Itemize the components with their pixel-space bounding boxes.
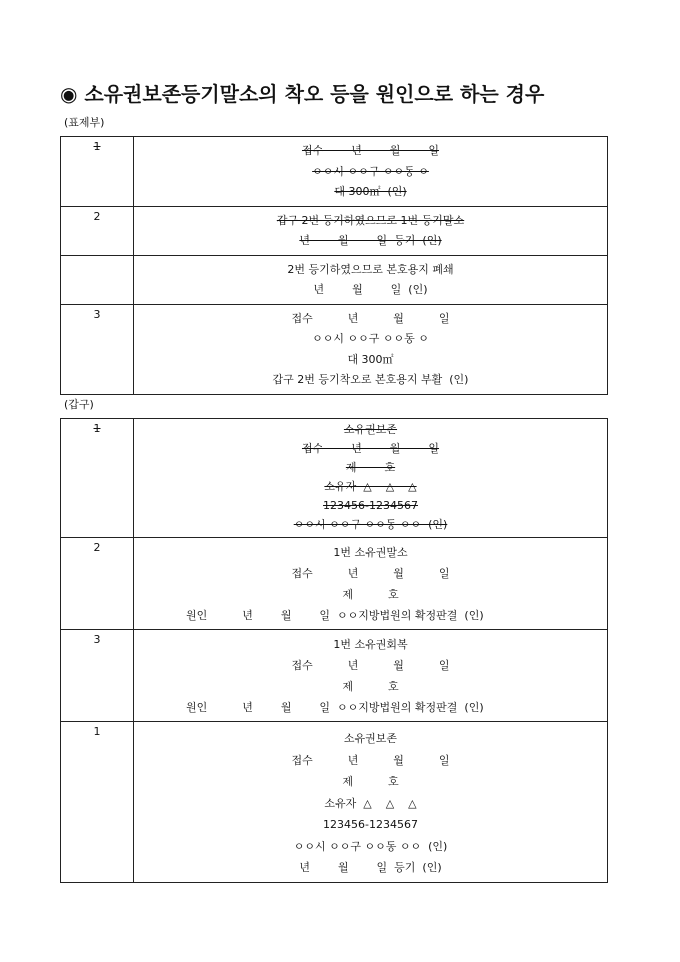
row-content [134, 419, 608, 538]
entry-line: 년 월 일 등기 (인) [299, 234, 442, 247]
entry-line: 소유자 △ △ △ [324, 480, 417, 493]
table-row [61, 419, 608, 538]
entry-line: 대 300㎡ (인) [334, 185, 407, 198]
entry-line: 123456-1234567 [323, 499, 418, 512]
entry-line: 갑구 2번 등기착오로 본호용지 부활 (인) [272, 373, 469, 386]
row-number: 1 [61, 137, 134, 207]
entry-line: 제 호 [342, 680, 399, 693]
row-number: 2 [61, 538, 134, 630]
table-row [61, 137, 608, 207]
entry-line: 1번 소유권말소 [333, 546, 408, 559]
entry-line: 접수 년 월 일 [291, 567, 450, 580]
entry-line: ㅇㅇ시 ㅇㅇ구 ㅇㅇ동 ㅇ [312, 332, 429, 345]
gapgu-label: (갑구) [64, 398, 94, 411]
entry-line: 제 호 [342, 588, 399, 601]
row-number: 3 [61, 304, 134, 394]
table-row [61, 538, 608, 630]
row-content [134, 630, 608, 722]
table-row [61, 255, 608, 304]
entry-line: ㅇㅇ시 ㅇㅇ구 ㅇㅇ동 ㅇ [312, 164, 429, 178]
entry-line: 대 300㎡ [347, 352, 394, 366]
entry-line: 소유권보존 [343, 732, 398, 745]
entry-line: 1번 소유권회복 [333, 638, 408, 651]
entry-line: 123456-1234567 [323, 818, 418, 831]
entry-line: ㅇㅇ시 ㅇㅇ구 ㅇㅇ동 ㅇㅇ (인) [293, 839, 448, 853]
row-content [134, 722, 608, 883]
table-row [61, 206, 608, 255]
table-row [61, 630, 608, 722]
entry-line: 갑구 2번 등기하였으므로 1번 등기말소 [276, 213, 465, 227]
table-row [61, 304, 608, 394]
row-content [134, 255, 608, 304]
row-number: 2 [61, 206, 134, 255]
row-number: 1 [61, 419, 134, 538]
pyojebu-label: (표제부) [64, 116, 105, 129]
entry-line: 원인 년 월 일 ㅇㅇ지방법원의 확정판결 (인) [186, 609, 484, 622]
entry-line: 제 호 [342, 775, 399, 788]
row-content [134, 206, 608, 255]
entry-line: 2번 등기하였으므로 본호용지 폐쇄 [287, 262, 454, 276]
row-content [134, 538, 608, 630]
row-content [134, 304, 608, 394]
row-content [134, 137, 608, 207]
entry-line: 접수 년 월 일 [291, 311, 450, 325]
pyojebu-table [60, 136, 608, 395]
entry-line: ㅇㅇ시 ㅇㅇ구 ㅇㅇ동 ㅇㅇ (인) [293, 518, 448, 531]
entry-line: 소유권보존 [343, 423, 398, 436]
entry-line: 접수 년 월 일 [291, 659, 450, 672]
gapgu-table [60, 418, 608, 883]
row-number: 1 [61, 722, 134, 883]
entry-line: 소유자 △ △ △ [324, 796, 417, 810]
row-number [61, 255, 134, 304]
entry-line: 원인 년 월 일 ㅇㅇ지방법원의 확정판결 (인) [186, 701, 484, 714]
table-row [61, 722, 608, 883]
entry-line: 년 월 일 (인) [313, 283, 428, 296]
row-number: 3 [61, 630, 134, 722]
entry-line: 접수 년 월 일 [291, 753, 450, 767]
entry-line: 년 월 일 등기 (인) [299, 861, 442, 874]
entry-line: 접수 년 월 일 [301, 442, 440, 455]
entry-line: 제 호 [345, 461, 396, 474]
entry-line: 접수 년 월 일 [301, 144, 440, 157]
page-title: ◉ 소유권보존등기말소의 착오 등을 원인으로 하는 경우 [60, 82, 545, 106]
